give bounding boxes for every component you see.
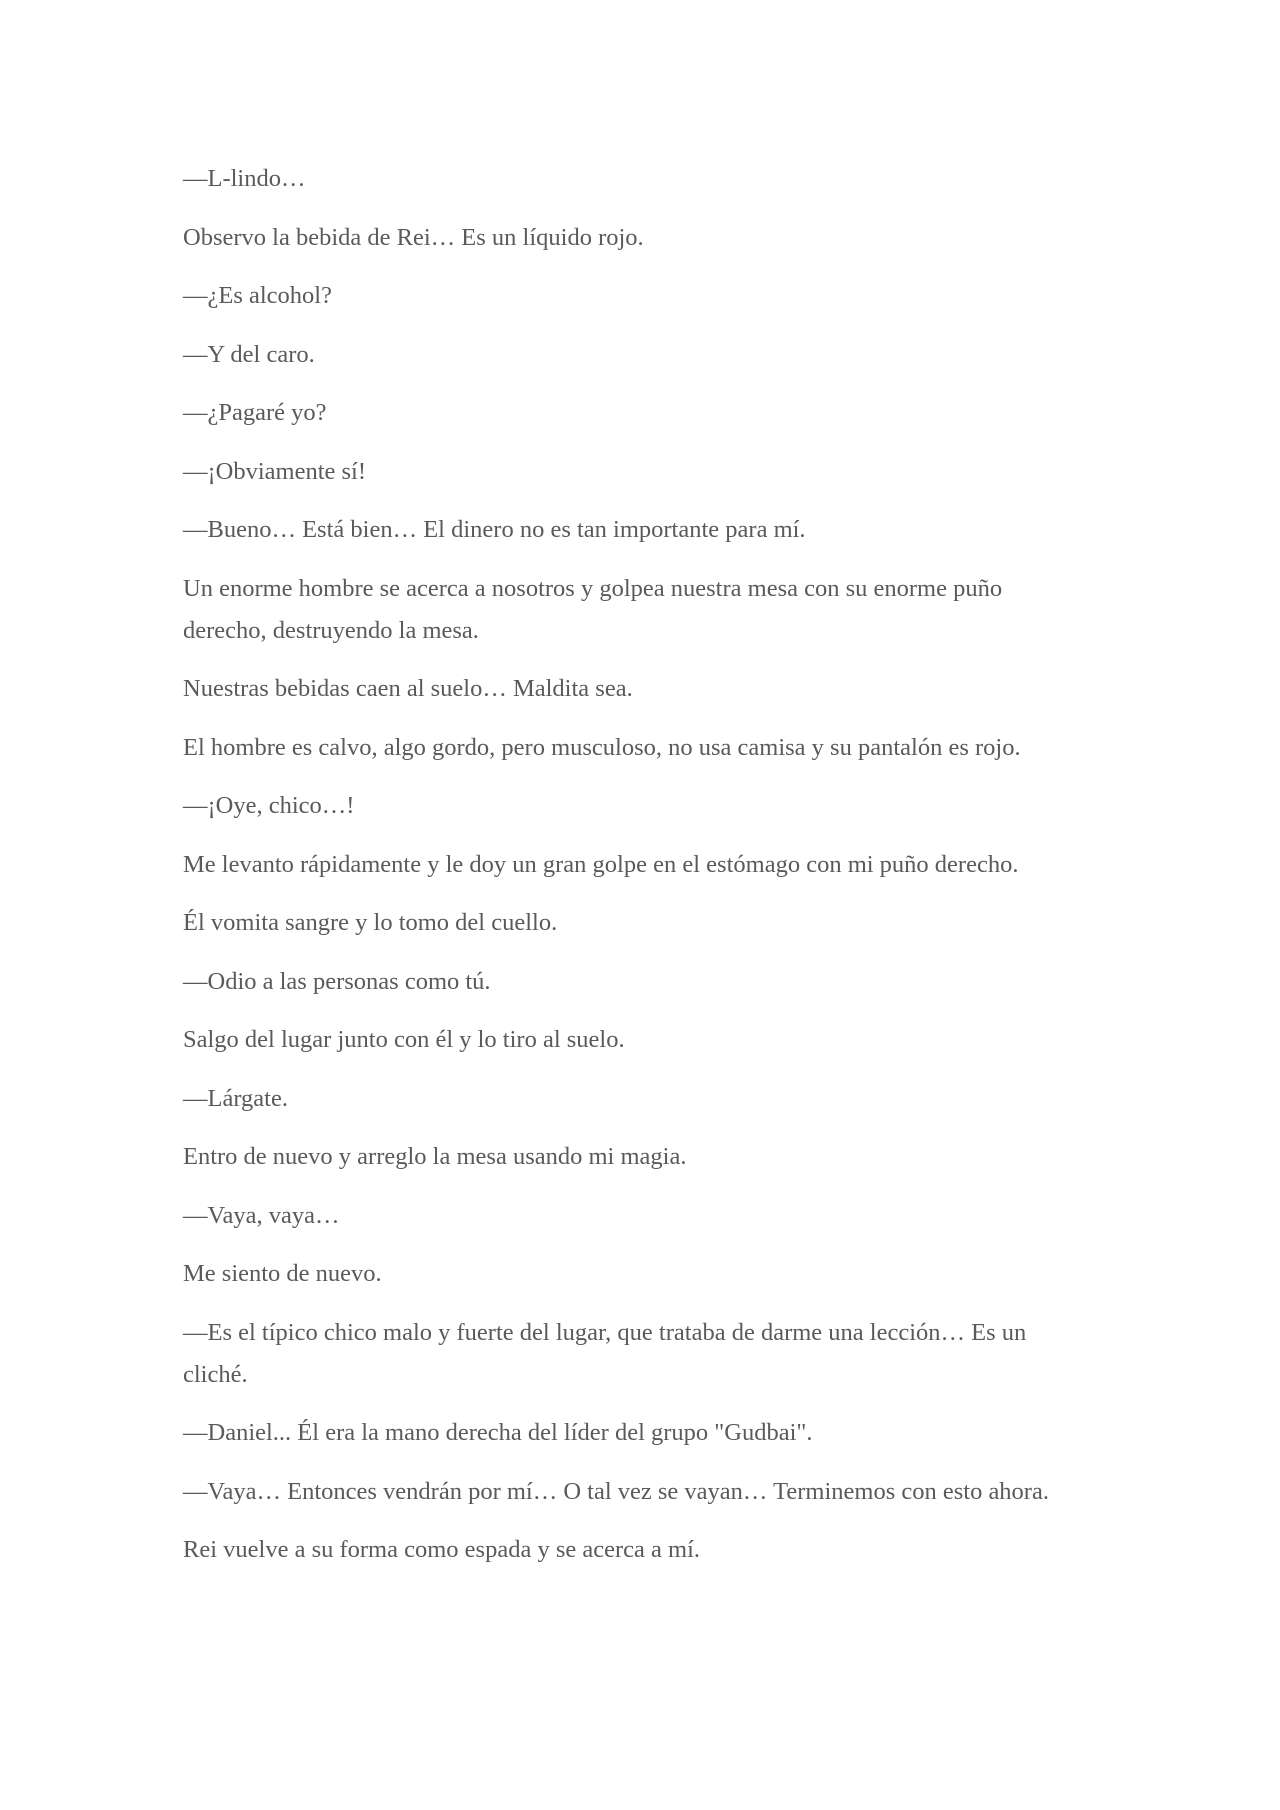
paragraph: —Daniel... Él era la mano derecha del líder del grupo "Gudbai". (183, 1419, 813, 1446)
paragraph: —¡Oye, chico…! (183, 792, 355, 819)
paragraph: —Vaya, vaya… (183, 1201, 340, 1229)
paragraph: Me siento de nuevo. (183, 1260, 382, 1287)
document-body (183, 158, 1083, 1588)
paragraph: —¿Es alcohol? (183, 282, 332, 309)
paragraph: —Odio a las personas como tú. (183, 967, 491, 995)
paragraph: —Vaya… Entonces vendrán por mí… O tal vez se vayan… Terminemos con esto ahora. (183, 1477, 1049, 1505)
paragraph: —Es el típico chico malo y fuerte del lugar, que trataba de darme una lección… Es un cliché. (183, 1318, 1027, 1388)
paragraph: —Y del caro. (183, 340, 315, 368)
paragraph: —¿Pagaré yo? (183, 399, 327, 426)
paragraph: —¡Obviamente sí! (183, 457, 367, 485)
paragraph: Salgo del lugar junto con él y lo tiro al suelo. (183, 1026, 625, 1053)
paragraph: —L-lindo… (183, 165, 306, 192)
paragraph: El hombre es calvo, algo gordo, pero musculoso, no usa camisa y su pantalón es rojo. (183, 733, 1021, 761)
paragraph: Me levanto rápidamente y le doy un gran golpe en el estómago con mi puño derecho. (183, 850, 1019, 878)
paragraph: Observo la bebida de Rei… Es un líquido rojo. (183, 223, 644, 251)
paragraph: Un enorme hombre se acerca a nosotros y golpea nuestra mesa con su enorme puño derecho, destruyendo la mesa. (183, 574, 1003, 644)
paragraph: Rei vuelve a su forma como espada y se acerca a mí. (183, 1536, 701, 1563)
paragraph: —Bueno… Está bien… El dinero no es tan importante para mí. (183, 516, 806, 543)
paragraph: Él vomita sangre y lo tomo del cuello. (183, 909, 558, 936)
paragraph: —Lárgate. (183, 1084, 288, 1112)
paragraph: Nuestras bebidas caen al suelo… Maldita sea. (183, 675, 633, 702)
paragraph: Entro de nuevo y arreglo la mesa usando mi magia. (183, 1143, 687, 1170)
